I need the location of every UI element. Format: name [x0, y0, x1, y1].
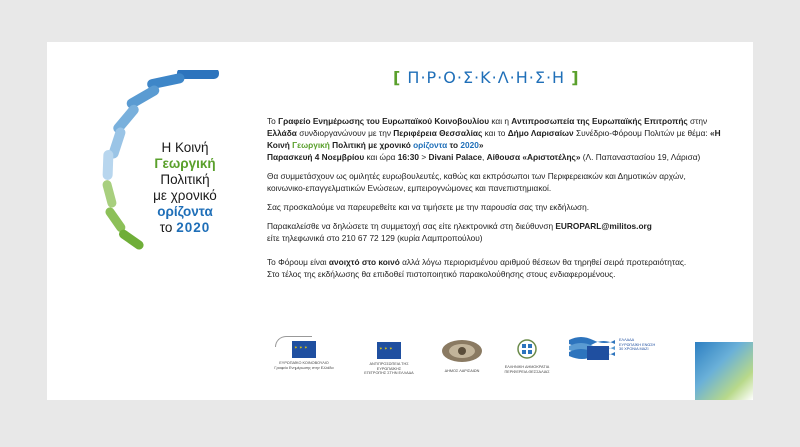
- p1-b8: το: [447, 140, 461, 150]
- title-text: Π·Ρ·Ο·Σ·Κ·Λ·Η·Σ·Η: [407, 68, 566, 87]
- p1-t7: και ώρα: [364, 152, 398, 162]
- p1-t3: στην: [687, 116, 708, 126]
- p1-t10: (Λ. Παπαναστασίου 19, Λάρισα): [580, 152, 701, 162]
- p1-t4: συνδιοργανώνουν με την: [296, 128, 394, 138]
- p1-b12: Divani Palace: [428, 152, 482, 162]
- paragraph-speakers: Θα συμμετάσχουν ως ομιλητές ευρωβουλευτές, καθώς και εκπρόσωποι των Περιφερειακών και Δημοτικών αρχών, κοινωνικο-επαγγελματικών Ενώσεων, εμπειρογνώμονες και πανεπιστημιακοί.: [267, 171, 686, 193]
- logo-line-4: με χρονικό: [153, 188, 217, 203]
- larisa-caption: ΔΗΜΟΣ ΛΑΡΙΣΑΙΩΝ: [444, 369, 480, 373]
- eu30-text: [619, 338, 679, 352]
- p1-t9: ,: [482, 152, 487, 162]
- invitation-card: [47, 42, 753, 400]
- p1-b10: Παρασκευή 4 Νοεμβρίου: [267, 152, 365, 162]
- larisa-emblem-icon: [439, 338, 485, 364]
- ep-caption-2: Γραφείο Ενημέρωσης στην Ελλάδα: [274, 365, 334, 370]
- p1-t6: Συνέδριο-Φόρουμ Πολιτών με θέμα:: [573, 128, 711, 138]
- paragraph-rsvp: [267, 220, 722, 244]
- p5-t2: αλλά λόγω περιορισμένου αριθμού θέσεων θα τηρηθεί σειρά προτεραιότητας.: [399, 257, 687, 267]
- logo-line-6-prefix: το: [159, 220, 173, 235]
- p1-b2: Αντιπροσωπεία της Ευρωπαϊκής Επιτροπής: [511, 116, 688, 126]
- p4-t1: Παρακαλείσθε να δηλώσετε τη συμμετοχή σας είτε ηλεκτρονικά στη διεύθυνση: [267, 221, 556, 231]
- ec-caption-1: ΑΝΤΙΠΡΟΣΩΠΕΙΑ ΤΗΣ ΕΥΡΩΠΑΪΚΗΣ: [369, 362, 409, 371]
- p4-t2: είτε τηλεφωνικά στο 210 67 72 129 (κυρία Λαμπροπούλου): [267, 233, 483, 243]
- logo-line-6: [125, 220, 245, 236]
- logo-year: 2020: [176, 220, 211, 235]
- p1-bl1: ορίζοντα: [413, 140, 448, 150]
- paragraph-open-public: [267, 256, 722, 280]
- p5-b1: ανοιχτό στο κοινό: [328, 257, 400, 267]
- eu-flag-icon: [377, 342, 401, 359]
- p1-t1: Το: [267, 116, 279, 126]
- p1-b9: »: [478, 140, 484, 150]
- larisa-logo: [439, 338, 485, 374]
- invitation-body: [267, 115, 722, 287]
- p1-b13: Αίθουσα «Αριστοτέλης»: [486, 152, 581, 162]
- greek-flag-wave-icon: [567, 332, 617, 362]
- p1-b7: Πολιτική με χρονικό: [329, 140, 414, 150]
- ec-logo: [357, 342, 421, 376]
- p5-t1: Το Φόρουμ είναι: [267, 257, 329, 267]
- eu30-caption-3: 30 ΧΡΟΝΙΑ ΜΑΖΙ: [619, 347, 649, 351]
- paragraph-organizers: [267, 115, 722, 163]
- p1-g1: Γεωργική: [292, 140, 330, 150]
- paragraph-invite: Σας προσκαλούμε να παρευρεθείτε και να τιμήσετε με την παρουσία σας την εκδήλωση.: [267, 202, 590, 212]
- logo-text: [125, 140, 245, 236]
- decorative-gradient-corner: [695, 342, 753, 400]
- ep-caption-1: ΕΥΡΩΠΑΪΚΟ ΚΟΙΝΟΒΟΥΛΙΟ: [279, 361, 329, 365]
- greek-emblem-icon: [499, 338, 555, 360]
- logo-line-2: Γεωργική: [154, 156, 216, 171]
- logo-line-3: Πολιτική: [160, 172, 210, 187]
- p1-t5: και το: [482, 128, 508, 138]
- eu-flag-icon: [292, 341, 316, 358]
- thessaly-caption-2: ΠΕΡΙΦΕΡΕΙΑ ΘΕΣΣΑΛΙΑΣ: [504, 369, 550, 374]
- email-link[interactable]: EUROPARL@militos.org: [555, 221, 652, 231]
- p1-bl2: 2020: [460, 140, 479, 150]
- invitation-title: [393, 68, 580, 87]
- thessaly-logo: [499, 338, 555, 374]
- eu30-caption-2: ΕΥΡΩΠΑΪΚΗ ΕΝΩΣΗ: [619, 342, 656, 347]
- p1-b5: Δήμο Λαρισαίων: [507, 128, 574, 138]
- eu30-caption-1: ΕΛΛΑΔΑ: [619, 338, 635, 342]
- logo-line-1: Η Κοινή: [161, 140, 209, 155]
- p1-b1: Γραφείο Ενημέρωσης του Ευρωπαϊκού Κοινοβουλίου: [278, 116, 490, 126]
- sponsor-logos: [273, 330, 693, 380]
- p1-t2: και η: [489, 116, 512, 126]
- p1-t8: >: [419, 152, 429, 162]
- p1-b6: «Η Κοινή: [267, 128, 721, 150]
- p1-b4: Περιφέρεια Θεσσαλίας: [393, 128, 483, 138]
- p1-b11: 16:30: [397, 152, 420, 162]
- logo-line-5: ορίζοντα: [157, 204, 213, 219]
- title-bracket-close: ]: [571, 68, 580, 87]
- ec-caption-2: ΕΠΙΤΡΟΠΗΣ ΣΤΗΝ ΕΛΛΑΔΑ: [364, 371, 414, 375]
- p1-b3: Ελλάδα: [267, 128, 297, 138]
- ep-logo: [273, 336, 335, 370]
- thessaly-caption-1: ΕΛΛΗΝΙΚΗ ΔΗΜΟΚΡΑΤΙΑ: [504, 365, 550, 369]
- title-bracket-open: [: [393, 68, 402, 87]
- p5-t3: Στο τέλος της εκδήλωσης θα επιδοθεί πιστοποιητικό παρακολούθησης στους ενδιαφερομένους.: [267, 269, 616, 279]
